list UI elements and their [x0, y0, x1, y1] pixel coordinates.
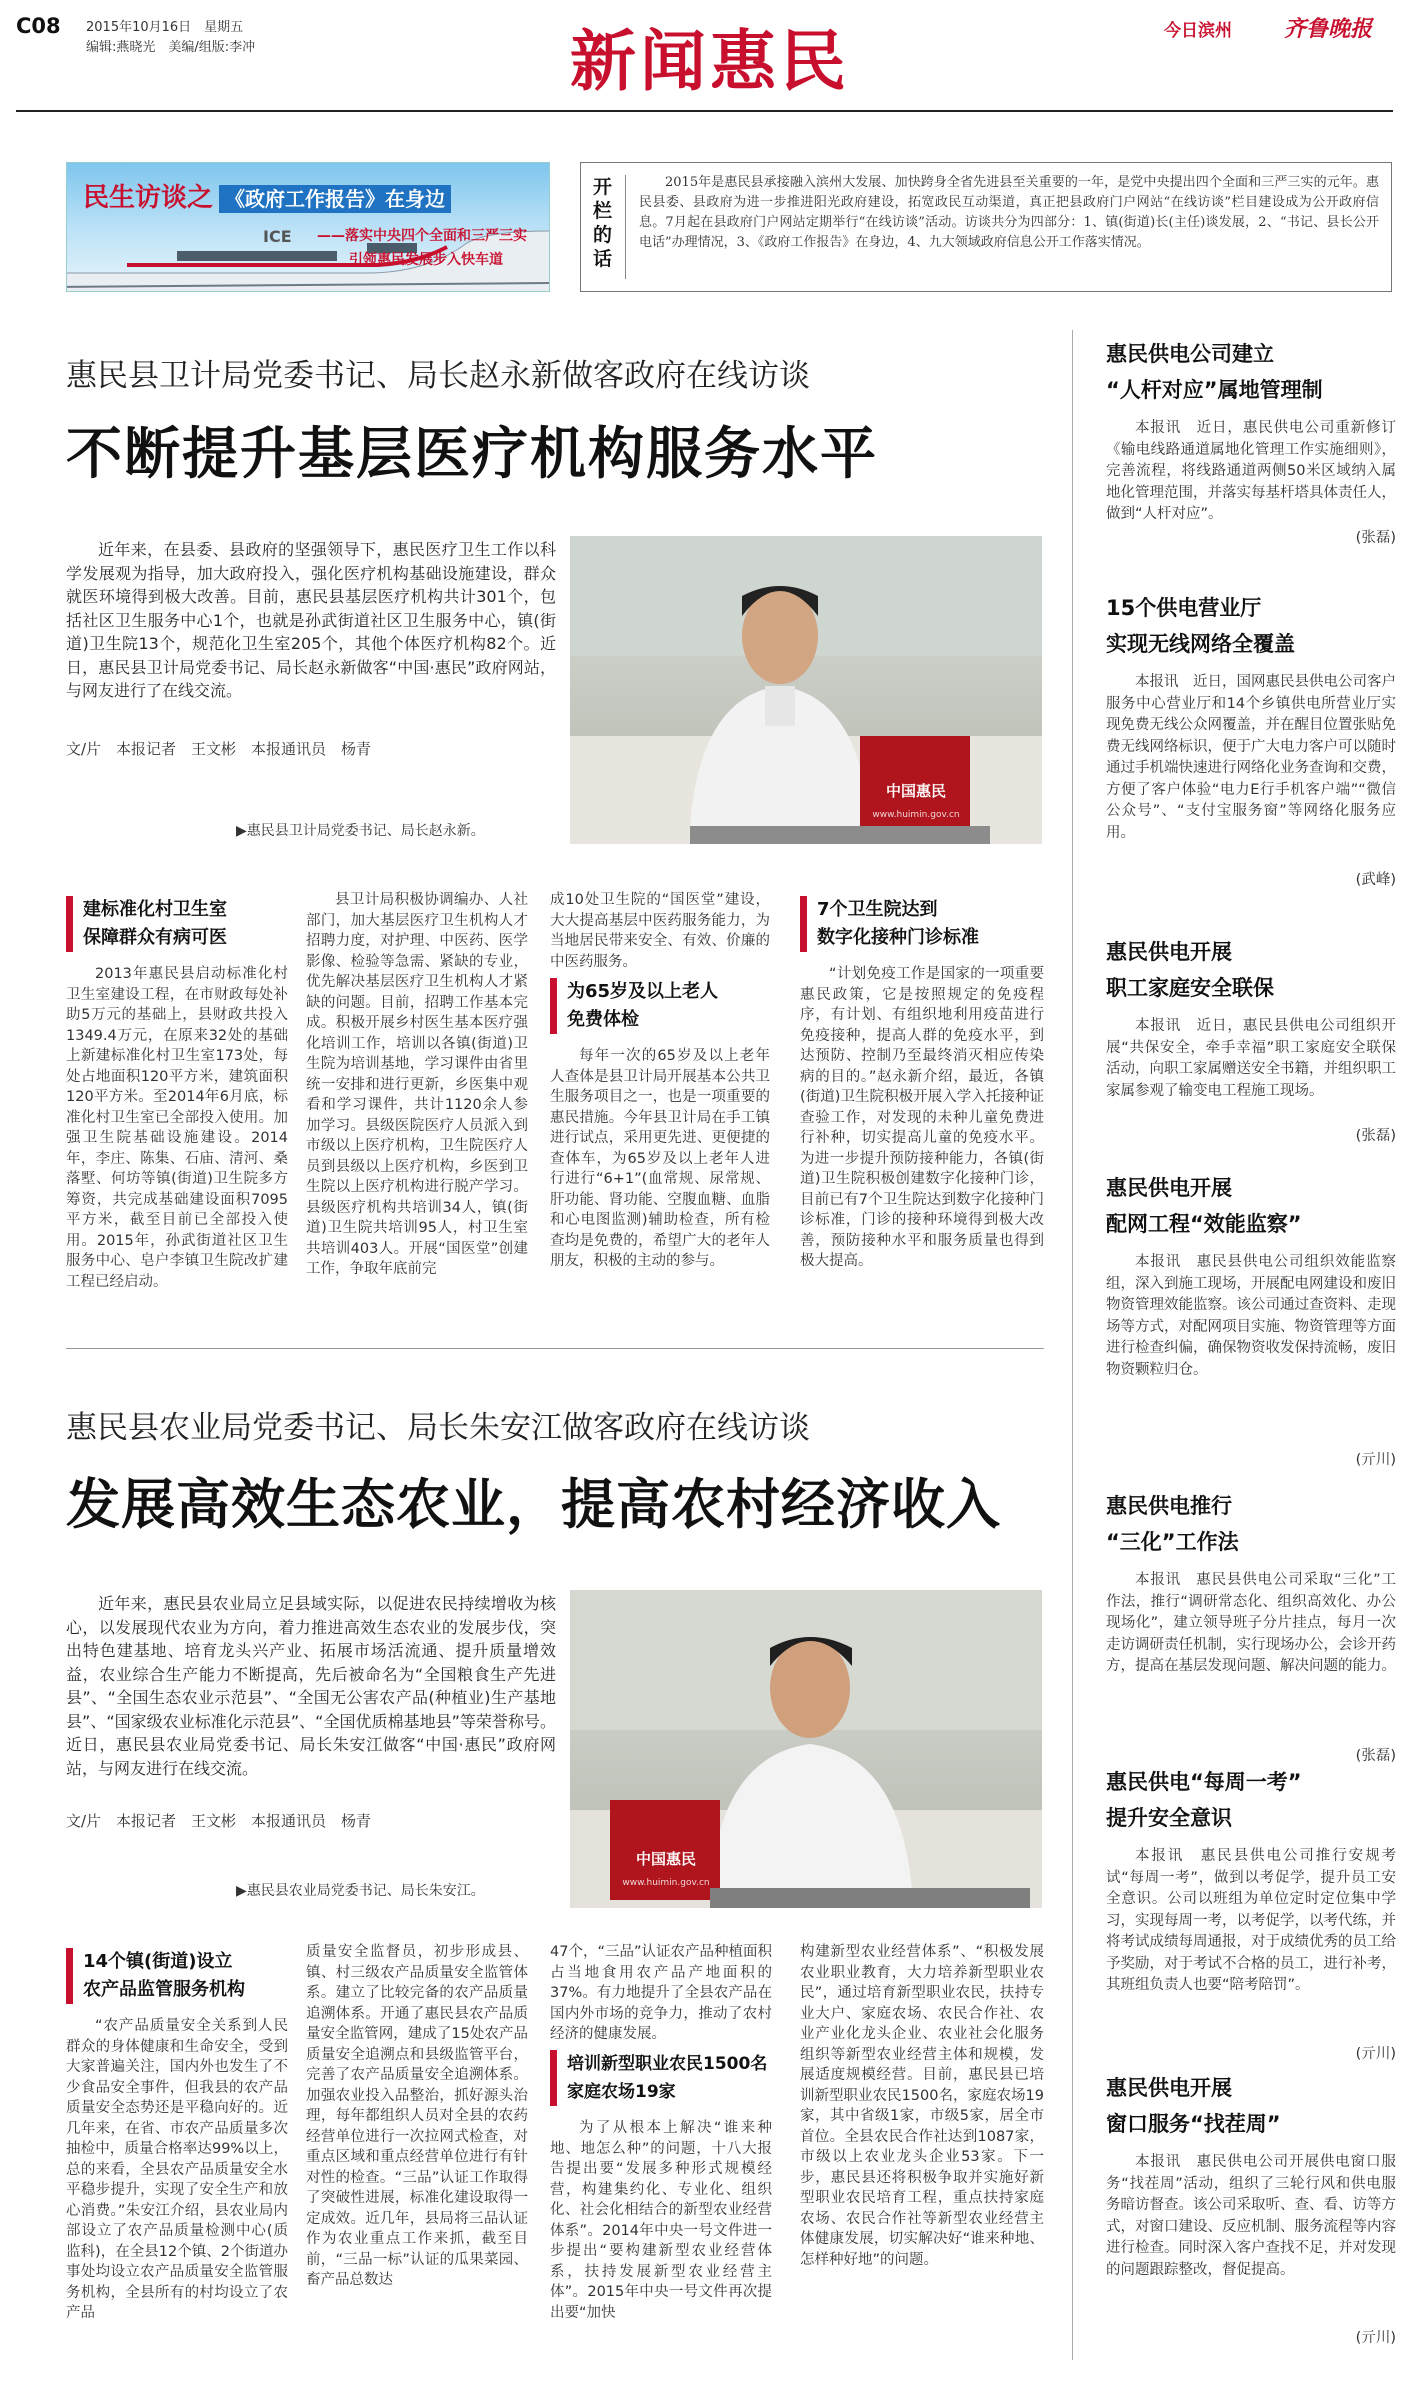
- article2-placard: 中国惠民: [635, 1850, 696, 1868]
- sidebar-item-5-text: 本报讯 惠民县供电公司推行安规考试“每周一考”，做到以考促学，提升员工安全意识。公司以班组为单位定时定位集中学习，实现每周一考，以考促学，以考代练，并将考试成绩每周通报，对于成绩优秀的员工给予奖励，对于考试不合格的员工，进行补考，其班组负责人也要“陪考陪罚”。: [1106, 1848, 1396, 1993]
- article1-photo-caption: ▶惠民县卫计局党委书记、局长赵永新。: [236, 823, 485, 839]
- intro-box: [580, 162, 1392, 292]
- section-title: 新闻惠民: [570, 22, 850, 100]
- article1-col2: [306, 890, 528, 1324]
- article2-photo: [570, 1590, 1042, 1908]
- sidebar-item-2-title-2: 职工家庭安全联保: [1106, 976, 1274, 1000]
- article1-col1: [66, 896, 288, 1326]
- sidebar-item-3-body: [1106, 1252, 1396, 1470]
- sidebar-item-4-title-2: “三化”工作法: [1106, 1530, 1239, 1554]
- article2-col3: [550, 1942, 772, 2378]
- article1-section4-title-2: 数字化接种门诊标准: [817, 927, 979, 948]
- article1-lead: [66, 538, 556, 722]
- sidebar-item-4-body: [1106, 1570, 1396, 1766]
- article1-section3-title-2: 免费体检: [567, 1009, 639, 1030]
- article1-col3: [550, 890, 770, 1324]
- article1-section4-body: [800, 964, 1044, 1324]
- sidebar-item-4-text: 本报讯 惠民县供电公司采取“三化”工作法，推行“调研常态化、组织高效化、办公现场化”，建立领导班子分片挂点，每月一次走访调研责任机制，实行现场办公，会诊开药方，提高在基层发现问题、解决问题的能力。: [1106, 1572, 1396, 1674]
- article-divider: [66, 1348, 1044, 1349]
- article2-section1-title: [66, 1948, 288, 2004]
- sidebar: [1106, 336, 1396, 2376]
- article1-section3-body: [550, 1046, 770, 1308]
- paper-name: 齐鲁晚报: [1284, 16, 1373, 42]
- article1-section2-text: 县卫计局积极协调编办、人社部门，加大基层医疗卫生机构人才招聘力度，对护理、中医药、医学影像、检验等急需、紧缺的专业，优先解决基层医疗卫生机构人才紧缺的问题。目前，招聘工作基本完成。积极开展乡村医生基本医疗强化培训工作，培训以各镇(街道)卫生院为培训基地，学习课件由省里统一安排和进行更新，乡医集中观看和学习课件，共计1120余人参加学习。县级医院医疗人员派入到市级以上医疗机构，卫生院医疗人员到县级以上医疗机构，乡医到卫生院以上医疗机构进行脱产学习。县级医疗机构共培训34人，镇(街道)卫生院共培训95人，村卫生室共培训403人。开展“国医堂”创建工作，争取年底前完: [306, 892, 528, 1277]
- sidebar-item-2: [1106, 934, 1396, 1164]
- issue-date: 2015年10月16日 星期五: [86, 20, 244, 35]
- article2-section1-body: [66, 2016, 288, 2378]
- article2-section3-pre: 47个，“三品”认证农产品种植面积占当地食用农产品产地面积的37%。有力地提升了全县农产品在国内外市场的竞争力，推动了农村经济的健康发展。: [550, 1944, 772, 2042]
- right-label: 今日滨州: [1164, 21, 1232, 41]
- sidebar-item-1-author: (武峰): [1355, 872, 1396, 888]
- article2-lead: [66, 1592, 556, 1792]
- article1-section1-title-1: 建标准化村卫生室: [83, 899, 227, 920]
- article2-section2-text: 质量安全监督员，初步形成县、镇、村三级农产品质量安全监管体系。建立了比较完备的农产品质量追溯体系。开通了惠民县农产品质量安全监管网，建成了15处农产品质量安全追溯点和县级监管平台，完善了农产品质量安全追溯体系。加强农业投入品整治，抓好源头治理，每年都组织人员对全县的农药经营单位进行一次拉网式检查，对重点区域和重点经营单位进行有针对性的检查。“三品”认证工作取得了突破性进展，标准化建设取得一定成效。近几年，县局将三品认证作为农业重点工作来抓，截至目前，“三品一标”认证的瓜果菜园、畜产品总数达: [306, 1944, 528, 2288]
- sidebar-item-3-title-1: 惠民供电开展: [1106, 1176, 1232, 1200]
- header-rule: [16, 110, 1393, 112]
- article1-byline: 文/片 本报记者 王文彬 本报通讯员 杨青: [66, 740, 372, 758]
- sidebar-item-1-text: 本报讯 近日，国网惠民县供电公司客户服务中心营业厅和14个乡镇供电所营业厅实现免费无线公众网覆盖，并在醒目位置张贴免费无线网络标识，便于广大电力客户可以随时通过手机端快速进行网络化业务查询和交费，方便了客户体验“电力E行手机客户端”“微信公众号”、“支付宝服务窗”等网络化服务应用。: [1106, 674, 1396, 841]
- article1-section3-pre: 成10处卫生院的“国医堂”建设，大大提高基层中医药服务能力，为当地居民带来安全、有效、价廉的中医药服务。: [550, 892, 770, 970]
- sidebar-item-4-title-1: 惠民供电推行: [1106, 1494, 1232, 1518]
- article1-section3-title-1: 为65岁及以上老人: [567, 981, 719, 1002]
- sidebar-item-6-body: [1106, 2152, 1396, 2348]
- article2-section3-text: 为了从根本上解决“谁来种地、地怎么种”的问题，十八大报告提出要“发展多种形式规模经营，构建集约化、专业化、组织化、社会化相结合的新型农业经营体系”。2014年中央一号文件进一步提出“要构建新型农业经营体系，扶持发展新型农业经营主体”。2015年中央一号文件再次提出要“加快: [550, 2120, 772, 2321]
- sidebar-item-2-title-1: 惠民供电开展: [1106, 940, 1232, 964]
- sidebar-item-2-text: 本报讯 近日，惠民县供电公司组织开展“共保安全，牵手幸福”职工家庭安全联保活动，向职工家属赠送安全书籍，并组织职工家属参观了输变电工程施工现场。: [1106, 1018, 1396, 1099]
- sidebar-item-6-text: 本报讯 惠民供电公司开展供电窗口服务“找茬周”活动，组织了三轮行风和供电服务暗访督查。该公司采取听、查、看、访等方式，对窗口建设、反应机制、服务流程等内容进行检查。同时深入客户查找不足，并对发现的问题跟踪整改，督促提高。: [1106, 2154, 1396, 2278]
- article2-col4: [800, 1942, 1044, 2378]
- article1-section4-title: [800, 896, 1044, 952]
- article1-section3-text: 每年一次的65岁及以上老年人查体是县卫计局开展基本公共卫生服务项目之一，也是一项重要的惠民措施。今年县卫计局在手工镇进行试点，采用更先进、更便捷的查体车，为65岁及以上老年人进行进行“6+1”(血常规、尿常规、肝功能、肾功能、空腹血糖、血脂和心电图监测)辅助检查，所有检查均是免费的，希望广大的老年人朋友，积极的主动的参与。: [550, 1048, 770, 1269]
- article1-section4-text: “计划免疫工作是国家的一项重要惠民政策，它是按照规定的免疫程序，有计划、有组织地利用疫苗进行免疫接种，提高人群的免疫水平，到达预防、控制乃至最终消灭相应传染病的目的。”赵永新介绍，最近，各镇(街道)卫生院积极开展入学入托接种证查验工作，对发现的未种儿童免费进行补种，切实提高儿童的免疫水平。为进一步提升预防接种能力，各镇(街道)卫生院积极创建数字化接种门诊，目前已有7个卫生院达到数字化接种门诊标准，门诊的接种环境得到极大改善，预防接种水平和服务质量也得到极大提高。: [800, 966, 1044, 1269]
- intro-divider: [625, 175, 626, 279]
- article2-section3-title-2: 家庭农场19家: [567, 2082, 676, 2102]
- sidebar-item-6: [1106, 2070, 1396, 2370]
- intro-label: 开栏的话: [593, 176, 613, 270]
- sidebar-item-3-title-2: 配网工程“效能监察”: [1106, 1212, 1302, 1236]
- sidebar-item-5-author: (亓川): [1355, 2046, 1396, 2062]
- article1-headline: 不断提升基层医疗机构服务水平: [66, 422, 878, 487]
- article2-col3-top: [550, 1942, 772, 2044]
- sidebar-item-5: [1106, 1764, 1396, 2064]
- sidebar-item-0-title-2: “人杆对应”属地管理制: [1106, 378, 1323, 402]
- article2-section1-text: “农产品质量安全关系到人民群众的身体健康和生命安全，受到大家普遍关注，国内外也发生了不少食品安全事件，但我县的农产品质量安全态势还是平稳向好的。近几年来，在省、市农产品质量多次抽检中，质量合格率达99%以上，总的来看，全县农产品质量安全水平稳步提升，实现了安全生产和放心消费。”朱安江介绍，县农业局内部设立了农产品质量检测中心(质监科)，在全县12个镇、2个街道办事处均设立农产品质量安全监管服务机构，全县所有的村均设立了农产品: [66, 2018, 288, 2321]
- train-illustration: [67, 203, 550, 292]
- article2-placard-url: www.huimin.gov.cn: [622, 1878, 710, 1888]
- article1-section4-title-1: 7个卫生院达到: [817, 899, 938, 920]
- intro-text: 2015年是惠民县承接融入滨州大发展、加快跨身全省先进县至关重要的一年，是党中央提出四个全面和三严三实的元年。惠民县委、县政府为进一步推进阳光政府建设，拓宽政民互动渠道，真正把县政府门户网站“在线访谈”栏目建设成为公开政府信息。7月起在县政府门户网站定期举行“在线访谈”活动。访谈共分为四部分：1、镇(街道)长(主任)谈发展，2、“书记、县长公开电话”办理情况，3、《政府工作报告》在身边，4、九大领域政府信息公开工作落实情况。: [639, 175, 1379, 250]
- sidebar-item-6-author: (亓川): [1355, 2330, 1396, 2346]
- page-code: C08: [16, 14, 61, 38]
- sidebar-item-0-text: 本报讯 近日，惠民供电公司重新修订《输电线路通道属地化管理工作实施细则》，完善流程，将线路通道两侧50米区域纳入属地化管理范围，并落实每基杆塔具体责任人，做到“人杆对应”。: [1106, 420, 1396, 522]
- sidebar-item-1-title-2: 实现无线网络全覆盖: [1106, 632, 1295, 656]
- sidebar-item-1-title-1: 15个供电营业厅: [1106, 596, 1262, 620]
- article2-section3-body: [550, 2118, 772, 2368]
- sidebar-item-0: [1106, 336, 1396, 576]
- sidebar-item-3-author: (亓川): [1355, 1452, 1396, 1468]
- sidebar-item-1-body: [1106, 672, 1396, 890]
- banner: [66, 162, 550, 292]
- article1-photo: [570, 536, 1042, 844]
- article1-lead-text: 近年来，在县委、县政府的坚强领导下，惠民医疗卫生工作以科学发展观为指导，加大政府投入，强化医疗机构基础设施建设，群众就医环境得到极大改善。目前，惠民县基层医疗机构共计301个，包括社区卫生服务中心1个，也就是孙武街道社区卫生服务中心，镇(街道)卫生院13个，规范化卫生室205个，其他个体医疗机构82个。近日，惠民县卫计局党委书记、局长赵永新做客“中国·惠民”政府网站，与网友进行了在线交流。: [66, 540, 556, 700]
- editors: 编辑:燕晓光 美编/组版:李冲: [86, 40, 256, 55]
- sidebar-item-5-title-2: 提升安全意识: [1106, 1806, 1232, 1830]
- sidebar-item-5-body: [1106, 1846, 1396, 2064]
- article1-section1-body: [66, 964, 288, 1324]
- sidebar-item-4-author: (张磊): [1355, 1748, 1396, 1764]
- sidebar-item-2-author: (张磊): [1355, 1128, 1396, 1144]
- article2-section3-title: [550, 2050, 772, 2106]
- banner-brand-main: 民生访谈之: [83, 183, 214, 213]
- sidebar-item-3: [1106, 1170, 1396, 1484]
- sidebar-divider: [1072, 330, 1073, 2360]
- sidebar-item-0-author: (张磊): [1355, 530, 1396, 546]
- sidebar-item-5-title-1: 惠民供电“每周一考”: [1106, 1770, 1302, 1794]
- article1-col4: [800, 896, 1044, 1326]
- sidebar-item-1: [1106, 590, 1396, 920]
- banner-brand-suffix: 《政府工作报告》在身边: [219, 185, 451, 213]
- sidebar-item-6-title-2: 窗口服务“找茬周”: [1106, 2112, 1281, 2136]
- page-header: [0, 0, 1409, 120]
- article2-section1-title-1: 14个镇(街道)设立: [83, 1951, 233, 1972]
- article2-lead-text: 近年来，惠民县农业局立足县域实际，以促进农民持续增收为核心，以发展现代农业为方向，着力推进高效生态农业的发展步伐，突出特色建基地、培育龙头兴产业、拓展市场活流通、提升质量增效益，农业综合生产能力不断提高，先后被命名为“全国粮食生产先进县”、“全国生态农业示范县”、“全国无公害农产品(种植业)生产基地县”、“国家级农业标准化示范县”、“全国优质棉基地县”等荣誉称号。近日，惠民县农业局党委书记、局长朱安江做客“中国·惠民”政府网站，与网友进行在线交流。: [66, 1594, 556, 1778]
- article1-col3-top: [550, 890, 770, 972]
- article2-section3-title-1: 培训新型职业农民1500名: [567, 2054, 768, 2074]
- article1-section3-title: [550, 978, 770, 1034]
- article1-section1-text: 2013年惠民县启动标准化村卫生室建设工程，在市财政每处补助5万元的基础上，县财政共投入1349.4万元，在原来32处的基础上新建标准化村卫生室173处，每处占地面积120平方米，建筑面积120平方米。至2014年6月底，标准化村卫生室已全部投入使用。加强卫生院基础设施建设。2014年，李庄、陈集、石庙、清河、桑落墅、何坊等镇(街道)卫生院多方筹资，共完成基础建设面积7095平方米，截至目前已全部投入使用。2015年，孙武街道社区卫生服务中心、皂户李镇卫生院改扩建工程已经启动。: [66, 966, 288, 1290]
- article1-kicker: 惠民县卫计局党委书记、局长赵永新做客政府在线访谈: [66, 358, 810, 394]
- banner-slogan-2: 引领惠民发展步入快车道: [349, 252, 503, 268]
- article1-section1-title-2: 保障群众有病可医: [83, 927, 227, 948]
- article1-placard-url: www.huimin.gov.cn: [872, 810, 960, 820]
- sidebar-item-6-title-1: 惠民供电开展: [1106, 2076, 1232, 2100]
- article2-col2: [306, 1942, 528, 2378]
- banner-brand: [83, 177, 451, 214]
- article2-photo-caption: ▶惠民县农业局党委书记、局长朱安江。: [236, 1883, 485, 1899]
- sidebar-item-4: [1106, 1488, 1396, 1778]
- sidebar-item-3-text: 本报讯 惠民县供电公司组织效能监察组，深入到施工现场，开展配电网建设和废旧物资管理效能监察。该公司通过查资料、走现场等方式，对配网项目实施、物资管理等方面进行检查纠偏，确保物资收发保持流畅，废旧物资颗粒归仓。: [1106, 1254, 1396, 1378]
- article2-headline: 发展高效生态农业，提高农村经济收入: [66, 1473, 1001, 1536]
- banner-slogan-1: ——落实中央四个全面和三严三实: [317, 228, 527, 244]
- article2-section4-text: 构建新型农业经营体系”、“积极发展农业职业教育，大力培养新型职业农民”，通过培育新型职业农民，扶持专业大户、家庭农场、农民合作社、农业产业化龙头企业、农业社会化服务组织等新型农业经营主体和规模，发展适度规模经营。目前，惠民县已培训新型职业农民1500名，家庭农场19家，其中省级1家，市级5家，居全市首位。全县农民合作社达到1087家，市级以上农业龙头企业53家。下一步，惠民县还将积极争取并实施好新型职业农民培育工程，重点扶持家庭农场、农民合作社等新型农业经营主体健康发展，切实解决好“谁来种地、怎样种好地”的问题。: [800, 1944, 1044, 2268]
- article2-kicker: 惠民县农业局党委书记、局长朱安江做客政府在线访谈: [66, 1410, 810, 1446]
- train-mark: ICE: [263, 227, 292, 246]
- article1-placard: 中国惠民: [885, 782, 946, 800]
- article2-col1: [66, 1948, 288, 2378]
- article1-section1-title: [66, 896, 288, 952]
- sidebar-item-0-title-1: 惠民供电公司建立: [1106, 342, 1274, 366]
- article2-section1-title-2: 农产品监管服务机构: [83, 1979, 245, 2000]
- person-photo-1: [570, 536, 1042, 844]
- article2-byline: 文/片 本报记者 王文彬 本报通讯员 杨青: [66, 1812, 372, 1830]
